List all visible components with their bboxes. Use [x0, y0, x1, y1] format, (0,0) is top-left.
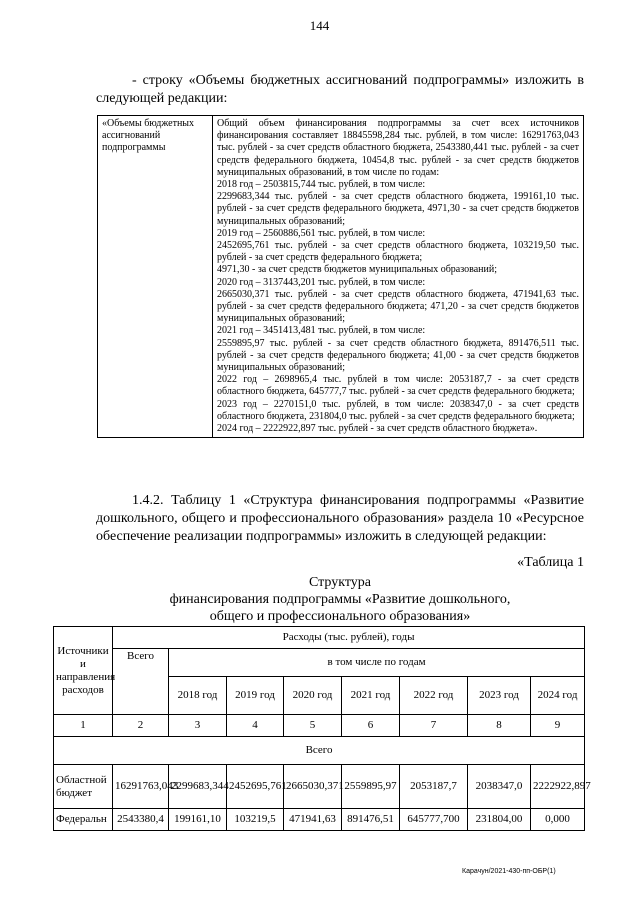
header-year: 2020 год	[284, 677, 342, 715]
cell-value: 2559895,97	[342, 765, 400, 809]
line-2019-detail: 2452695,761 тыс. рублей - за счет средств областного бюджета, 103219,50 тыс. рублей - за счет средств федерального бюджета;	[217, 240, 579, 264]
row-content	[213, 116, 584, 438]
line-2023: 2023 год – 2270151,0 тыс. рублей, в том числе: 2038347,0 - за счет средств областного бюджета, 231804,0 тыс. рублей - за счет средств федерального бюджета;	[217, 398, 579, 422]
line-2020-detail: 2665030,371 тыс. рублей - за счет средств областного бюджета, 471941,63 тыс. рублей - за счет средств федерального бюджета; 471,20 - за счет средств бюджетов муниципальных образований;	[217, 288, 579, 325]
table-reference: «Таблица 1	[517, 555, 584, 570]
column-number: 6	[342, 715, 400, 737]
intro-paragraph: - строку «Объемы бюджетных ассигнований подпрограммы» изложить в следующей редакции:	[96, 73, 584, 106]
line-total: Общий объем финансирования подпрограммы за счет всех источников финансирования составляет 18845598,284 тыс. рублей, в том числе: 16291763,043 тыс. рублей - за счет средств областного бюджета, 2543380,441 тыс. рублей - за счет средств федерального бюджета, 10454,8 тыс. рублей - за счет средств бюджетов муниципальных образований, в том числе по годам:	[217, 118, 579, 178]
cell-value: 16291763,043	[113, 765, 169, 809]
header-year: 2018 год	[169, 677, 227, 715]
document-code: Карачун/2021-430-пп-ОБР(1)	[462, 868, 556, 875]
header-year: 2019 год	[227, 677, 284, 715]
header-year: 2023 год	[468, 677, 531, 715]
line-2018: 2018 год – 2503815,744 тыс. рублей, в том числе:	[217, 179, 426, 191]
header-total: Всего	[113, 649, 169, 715]
column-number: 4	[227, 715, 284, 737]
column-number: 3	[169, 715, 227, 737]
line-2019-municipal: 4971,30 - за счет средств бюджетов муниципальных образований;	[217, 264, 497, 276]
line-2018-detail: 2299683,344 тыс. рублей - за счет средств областного бюджета, 199161,10 тыс. рублей - за счет средств федерального бюджета, 4971,30 - за счет средств бюджетов муниципальных образований;	[217, 191, 579, 227]
column-number: 2	[113, 715, 169, 737]
line-2019: 2019 год – 2560886,561 тыс. рублей, в том числе:	[217, 227, 426, 239]
header-year: 2022 год	[400, 677, 468, 715]
header-sources: Источники и направления расходов	[54, 627, 113, 715]
section-total: Всего	[54, 737, 585, 765]
cell-value: 471941,63	[284, 809, 342, 831]
cell-value: 2299683,344	[169, 765, 227, 809]
column-number: 5	[284, 715, 342, 737]
header-by-year: в том числе по годам	[169, 649, 585, 677]
cell-value: 103219,5	[227, 809, 284, 831]
cell-value: 2452695,761	[227, 765, 284, 809]
column-number: 8	[468, 715, 531, 737]
item-paragraph: 1.4.2. Таблицу 1 «Структура финансирования подпрограммы «Развитие дошкольного, общего и профессионального образования» раздела 10 «Ресурсное обеспечение реализации подпрограммы» изложить в следующей редакции:	[96, 493, 584, 544]
cell-value: 2665030,371	[284, 765, 342, 809]
cell-value: 645777,700	[400, 809, 468, 831]
table-row	[54, 809, 585, 831]
cell-value: 0,000	[531, 809, 585, 831]
column-number: 1	[54, 715, 113, 737]
line-2022: 2022 год – 2698965,4 тыс. рублей в том числе: 2053187,7 - за счет средств областного бюджета, 645777,7 тыс. рублей - за счет средств федерального бюджета;	[217, 374, 579, 398]
budget-allocation-table	[97, 115, 584, 438]
column-number: 9	[531, 715, 585, 737]
cell-value: 199161,10	[169, 809, 227, 831]
cell-value: 891476,51	[342, 809, 400, 831]
line-2024: 2024 год – 2222922,897 тыс. рублей - за счет средств областного бюджета».	[217, 423, 538, 435]
line-2021-detail: 2559895,97 тыс. рублей - за счет средств областного бюджета, 891476,511 тыс. рублей - за счет средств федерального бюджета; 41,00 - за счет средств бюджетов муниципальных образований;	[217, 337, 579, 374]
page-number: 144	[309, 18, 330, 33]
header-year: 2021 год	[342, 677, 400, 715]
cell-value: 2053187,7	[400, 765, 468, 809]
header-year: 2024 год	[531, 677, 585, 715]
table-heading-line-3: общего и профессионального образования»	[209, 609, 471, 624]
line-2020: 2020 год – 3137443,201 тыс. рублей, в том числе:	[217, 276, 426, 288]
cell-value: 2222922,897	[531, 765, 585, 809]
header-expenses: Расходы (тыс. рублей), годы	[113, 627, 585, 649]
cell-value: 231804,00	[468, 809, 531, 831]
row-title: «Объемы бюджетных ассигнований подпрограммы	[98, 116, 213, 438]
financing-structure-table	[53, 626, 591, 831]
column-number: 7	[400, 715, 468, 737]
line-2021: 2021 год – 3451413,481 тыс. рублей, в том числе:	[217, 325, 426, 337]
row-label: Федеральн	[54, 809, 113, 831]
table-heading-line-1: Структура	[308, 575, 372, 590]
table-heading-line-2: финансирования подпрограммы «Развитие дошкольного,	[169, 592, 511, 607]
table-row	[54, 765, 585, 809]
cell-value: 2543380,4	[113, 809, 169, 831]
row-label: Областной бюджет	[54, 765, 113, 809]
cell-value: 2038347,0	[468, 765, 531, 809]
